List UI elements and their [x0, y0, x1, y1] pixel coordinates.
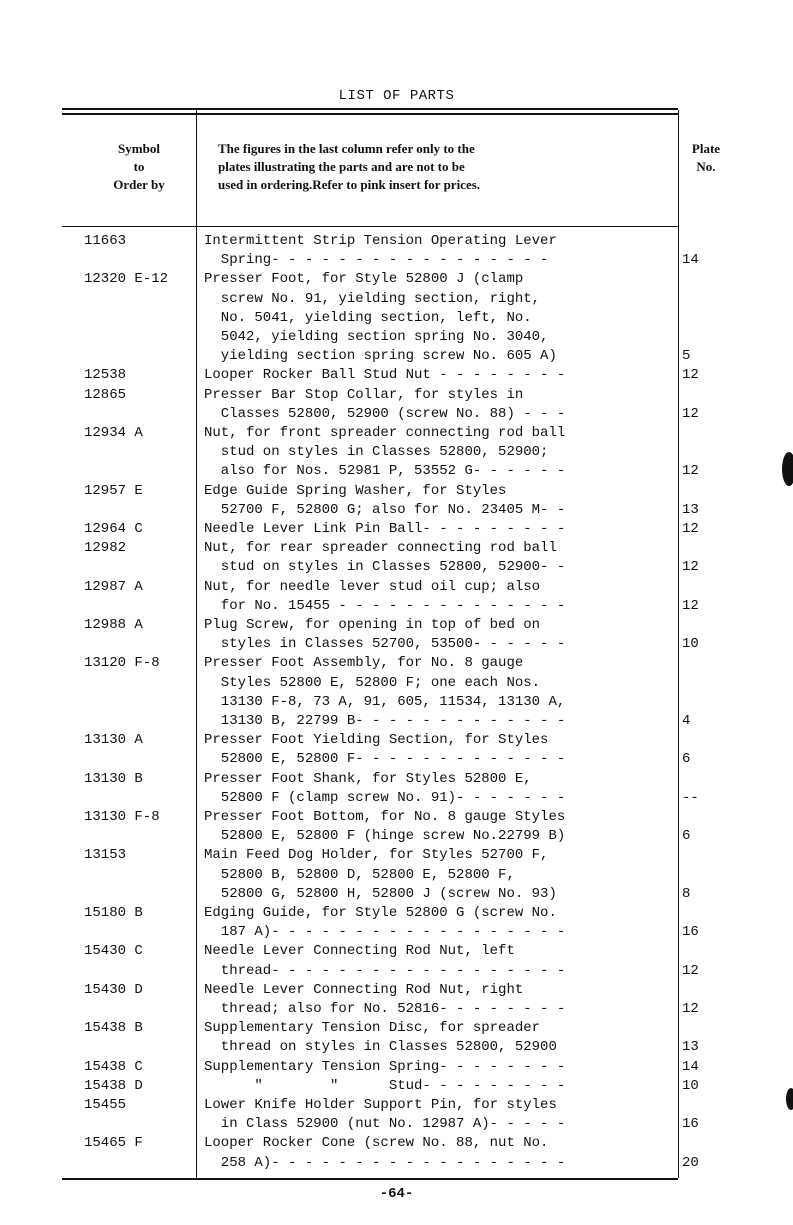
part-symbol: 15438 C: [84, 1058, 143, 1075]
header-description-column: [218, 140, 668, 194]
part-symbol: 12865: [84, 386, 127, 403]
part-symbol: 15438 B: [84, 1020, 143, 1037]
part-description-line: Nut, for needle lever stud oil cup; also: [204, 578, 541, 595]
part-symbol: 12988 A: [84, 617, 143, 633]
part-description-line: Nut, for rear spreader connecting rod ball: [204, 540, 557, 557]
header-plate-column: [686, 140, 726, 176]
header-symbol-line: to: [133, 159, 145, 174]
plate-number: 13: [682, 1039, 699, 1056]
part-symbol: 15430 D: [84, 981, 143, 998]
part-description-line: 13130 F-8, 73 A, 91, 605, 11534, 13130 A,: [204, 693, 566, 710]
column-divider-right: [678, 110, 679, 1178]
plate-number: 12: [682, 559, 699, 576]
part-symbol: 12987 A: [84, 578, 143, 595]
plate-number: 10: [682, 636, 699, 653]
part-description-line: Main Feed Dog Holder, for Styles 52700 F,: [204, 847, 549, 864]
part-description-line: for No. 15455 - - - - - - - - - - - - - -: [204, 597, 566, 614]
part-description: [204, 981, 674, 1019]
part-description-line: also for Nos. 52981 P, 53552 G- - - - - -: [204, 463, 566, 480]
plate-number: 12: [682, 962, 699, 979]
part-description-line: Edging Guide, for Style 52800 G (screw No.: [204, 905, 557, 921]
plate-number: 20: [682, 1154, 699, 1171]
part-description-line: Edge Guide Spring Washer, for Styles: [204, 482, 507, 499]
part-description: [204, 578, 674, 616]
part-description-line: Needle Lever Connecting Rod Nut, left: [204, 943, 515, 960]
part-description-line: Styles 52800 E, 52800 F; one each Nos.: [204, 674, 541, 691]
part-description-line: Supplementary Tension Disc, for spreader: [204, 1020, 541, 1037]
part-symbol: 11663: [84, 233, 127, 249]
part-description: [204, 366, 674, 385]
part-description-line: Presser Bar Stop Collar, for styles in: [204, 386, 524, 403]
part-description-line: 52800 E, 52800 F (hinge screw No.22799 B): [204, 828, 566, 845]
plate-number: 12: [682, 405, 699, 422]
plate-number: 13: [682, 501, 699, 518]
part-description-line: 52800 G, 52800 H, 52800 J (screw No. 93): [204, 885, 557, 902]
plate-number: 10: [682, 1077, 699, 1094]
part-description: [204, 1019, 674, 1057]
plate-number: 12: [682, 367, 699, 384]
part-description-line: Spring- - - - - - - - - - - - - - - - -: [204, 252, 549, 269]
plate-number: 14: [682, 1058, 699, 1075]
part-description-line: " " Stud- - - - - - - - -: [204, 1077, 566, 1094]
page-title: LIST OF PARTS: [338, 88, 455, 104]
plate-number: 12: [682, 1000, 699, 1017]
part-description-line: thread on styles in Classes 52800, 52900: [204, 1039, 557, 1056]
part-description-line: Presser Foot Yielding Section, for Styles: [204, 732, 549, 749]
part-description-line: Presser Foot Assembly, for No. 8 gauge: [204, 655, 524, 672]
part-description: [204, 808, 674, 846]
plate-number: 8: [682, 885, 691, 902]
part-description-line: screw No. 91, yielding section, right,: [204, 290, 541, 307]
part-description-line: 52800 F (clamp screw No. 91)- - - - - - -: [204, 789, 566, 806]
part-description: [204, 616, 674, 654]
part-symbol: 12538: [84, 367, 127, 384]
part-description: [204, 731, 674, 769]
part-description-line: 258 A)- - - - - - - - - - - - - - - - - -: [204, 1154, 566, 1171]
plate-number: --: [682, 789, 699, 806]
part-description-line: 13130 B, 22799 B- - - - - - - - - - - - -: [204, 713, 566, 729]
header-description-line: used in ordering.Refer to pink insert for prices.: [218, 177, 481, 192]
part-description-line: Presser Foot Shank, for Styles 52800 E,: [204, 770, 532, 787]
header-plate-line: No.: [696, 159, 716, 174]
header-symbol-line: Symbol: [118, 141, 160, 156]
part-description-line: thread; also for No. 52816- - - - - - - -: [204, 1001, 566, 1017]
part-description: [204, 904, 674, 942]
part-description-line: Needle Lever Connecting Rod Nut, right: [204, 981, 524, 998]
part-symbol: 15180 B: [84, 905, 143, 921]
part-description-line: Classes 52800, 52900 (screw No. 88) - - -: [204, 405, 566, 422]
part-symbol: 15438 D: [84, 1077, 143, 1094]
part-symbol: 12320 E-12: [84, 271, 169, 288]
part-description-line: Looper Rocker Ball Stud Nut - - - - - - - -: [204, 367, 566, 384]
part-description-line: Intermittent Strip Tension Operating Lever: [204, 233, 557, 249]
header-description-line: The figures in the last column refer only to the: [218, 141, 475, 156]
part-description: [204, 424, 674, 482]
part-description-line: in Class 52900 (nut No. 12987 A)- - - - -: [204, 1116, 566, 1133]
part-symbol: 15465 F: [84, 1135, 143, 1152]
part-description-line: Plug Screw, for opening in top of bed on: [204, 617, 541, 633]
plate-number: 12: [682, 463, 699, 480]
part-description-line: 52800 E, 52800 F- - - - - - - - - - - - -: [204, 751, 566, 768]
part-description: [204, 1077, 674, 1096]
part-description-line: Presser Foot, for Style 52800 J (clamp: [204, 271, 524, 288]
part-description-line: 52700 F, 52800 G; also for No. 23405 M- -: [204, 501, 566, 518]
part-description: [204, 1134, 674, 1172]
part-description-line: 187 A)- - - - - - - - - - - - - - - - - -: [204, 924, 566, 941]
part-description: [204, 232, 674, 270]
part-symbol: 12964 C: [84, 521, 143, 537]
part-description-line: styles in Classes 52700, 53500- - - - - -: [204, 636, 566, 653]
part-description-line: thread- - - - - - - - - - - - - - - - - -: [204, 962, 566, 979]
plate-number: 14: [682, 252, 699, 269]
top-rule-double: [62, 113, 678, 115]
part-description-line: Supplementary Tension Spring- - - - - - - -: [204, 1058, 566, 1075]
plate-number: 4: [682, 712, 691, 729]
plate-number: 6: [682, 751, 691, 768]
plate-number: 6: [682, 828, 691, 845]
part-symbol: 12934 A: [84, 425, 143, 441]
part-description: [204, 520, 674, 539]
part-description: [204, 942, 674, 980]
part-description-line: Nut, for front spreader connecting rod ball: [204, 425, 566, 441]
part-symbol: 13130 A: [84, 732, 143, 749]
part-description-line: yielding section spring screw No. 605 A): [204, 348, 557, 365]
part-description: [204, 770, 674, 808]
header-plate-line: Plate: [691, 141, 721, 156]
plate-number: 16: [682, 924, 699, 941]
part-description: [204, 654, 674, 731]
part-description-line: Lower Knife Holder Support Pin, for styles: [204, 1097, 557, 1113]
part-description-line: Looper Rocker Cone (screw No. 88, nut No.: [204, 1135, 549, 1152]
part-symbol: 15430 C: [84, 943, 143, 960]
part-symbol: 15455: [84, 1097, 127, 1113]
plate-number: 12: [682, 521, 699, 537]
part-description-line: No. 5041, yielding section, left, No.: [204, 309, 532, 326]
part-description: [204, 846, 674, 904]
column-divider-left: [196, 110, 197, 1178]
header-symbol-line: Order by: [113, 177, 165, 192]
part-description-line: Presser Foot Bottom, for No. 8 gauge Styles: [204, 809, 566, 825]
part-description-line: 52800 B, 52800 D, 52800 E, 52800 F,: [204, 866, 515, 883]
part-description: [204, 270, 674, 366]
header-description-line: plates illustrating the parts and are not to be: [218, 159, 465, 174]
part-description: [204, 539, 674, 577]
binding-hole-mark: [786, 1088, 793, 1110]
part-symbol: 12982: [84, 540, 127, 557]
plate-number: 16: [682, 1116, 699, 1133]
top-rule: [62, 108, 678, 110]
part-description: [204, 1058, 674, 1077]
part-symbol: 13153: [84, 847, 127, 864]
plate-number: 12: [682, 597, 699, 614]
part-description-line: 5042, yielding section spring No. 3040,: [204, 329, 549, 345]
part-symbol: 13120 F-8: [84, 655, 160, 672]
part-description-line: stud on styles in Classes 52800, 52900;: [204, 444, 549, 461]
part-description-line: Needle Lever Link Pin Ball- - - - - - - - -: [204, 521, 566, 537]
header-symbol-column: [96, 140, 182, 194]
page-number: -64-: [379, 1186, 414, 1202]
part-symbol: 12957 E: [84, 482, 143, 499]
part-description: [204, 482, 674, 520]
plate-number: 5: [682, 348, 691, 365]
part-symbol: 13130 B: [84, 770, 143, 787]
part-symbol: 13130 F-8: [84, 809, 160, 825]
binding-hole-mark: [782, 452, 793, 486]
part-description: [204, 1096, 674, 1134]
part-description: [204, 386, 674, 424]
bottom-rule: [62, 1178, 678, 1180]
part-description-line: stud on styles in Classes 52800, 52900- -: [204, 559, 566, 576]
header-rule: [62, 226, 678, 227]
